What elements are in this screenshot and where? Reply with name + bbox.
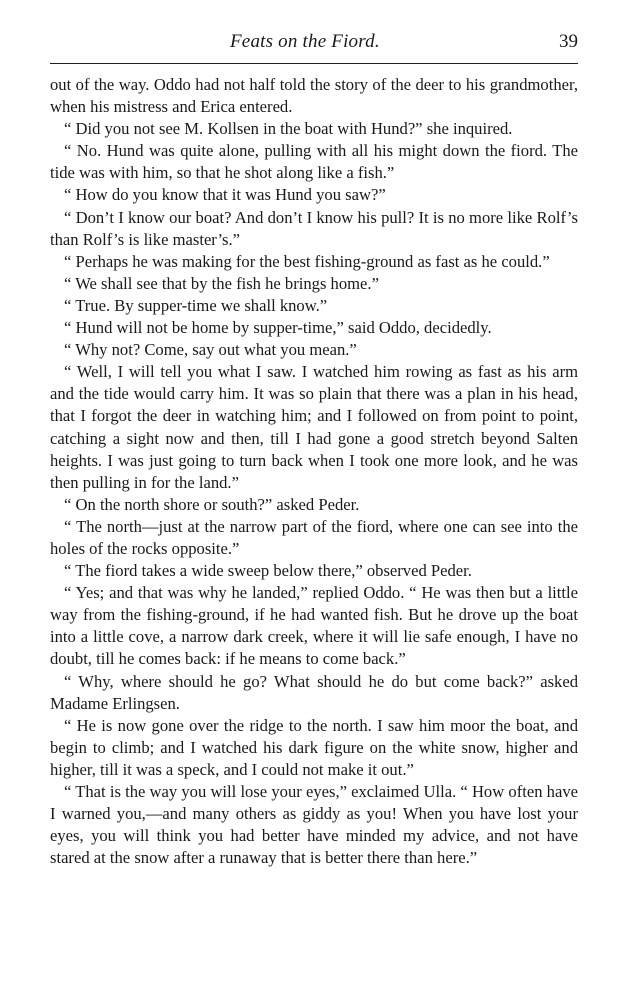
paragraph: “ No. Hund was quite alone, pulling with all his might down the fiord. The tide was with him, so that he shot along like a fish.” <box>50 141 578 183</box>
paragraph: out of the way. Oddo had not half told the story of the deer to his grandmother, when his mistress and Erica entered. <box>50 75 578 117</box>
paragraph: “ The north—just at the narrow part of the fiord, where one can see into the holes of the rocks opposite.” <box>50 516 578 558</box>
paragraph: “ Yes; and that was why he landed,” replied Oddo. “ He was then but a little way from the fishing-ground, if he had wanted fish. But he drove up the boat into a little cove, a narrow dark creek, where it will lie safe enough, I have no doubt, till he comes back: if he means to come back.” <box>50 583 578 669</box>
paragraph: “ He is now gone over the ridge to the north. I saw him moor the boat, and begin to climb; and I watched his dark figure on the white snow, higher and higher, till it was a speck, and I could not make it out.” <box>50 715 578 779</box>
paragraph: “ The fiord takes a wide sweep below there,” observed Peder. <box>64 561 472 581</box>
running-title: Feats on the Fiord. <box>230 31 380 52</box>
paragraph: “ On the north shore or south?” asked Peder. <box>64 494 360 514</box>
header-rule <box>50 63 578 64</box>
paragraph: “ Why not? Come, say out what you mean.” <box>64 340 357 360</box>
paragraph: “ True. By supper-time we shall know.” <box>64 295 328 315</box>
page-number: 39 <box>559 31 578 52</box>
body-text <box>50 74 578 869</box>
paragraph: “ Perhaps he was making for the best fishing-ground as fast as he could.” <box>64 251 550 271</box>
paragraph: “ Hund will not be home by supper-time,” said Oddo, decidedly. <box>64 318 492 338</box>
paragraph: “ Don’t I know our boat? And don’t I know his pull? It is no more like Rolf’s than Rolf’s is like master’s.” <box>50 207 578 249</box>
paragraph: “ That is the way you will lose your eyes,” exclaimed Ulla. “ How often have I warned you,—and many others as giddy as you! When you have lost your eyes, you will think you had better have minded my advice, and not have stared at the snow after a runaway that is better there than here.” <box>50 782 578 868</box>
paragraph: “ Did you not see M. Kollsen in the boat with Hund?” she inquired. <box>64 119 513 139</box>
paragraph: “ Well, I will tell you what I saw. I watched him rowing as fast as his arm and the tide would carry him. It was so plain that there was a plan in his head, that I forgot the deer in watching him; and I followed on from point to point, catching a sight now and then, till I had gone a good stretch beyond Salten heights. I was just going to turn back when I took one more look, and he was then pulling in for the land.” <box>50 362 578 492</box>
paragraph: “ How do you know that it was Hund you saw?” <box>64 185 386 205</box>
paragraph: “ We shall see that by the fish he brings home.” <box>64 273 379 293</box>
paragraph: “ Why, where should he go? What should he do but come back?” asked Madame Erlingsen. <box>50 671 578 713</box>
page-header <box>50 30 578 64</box>
